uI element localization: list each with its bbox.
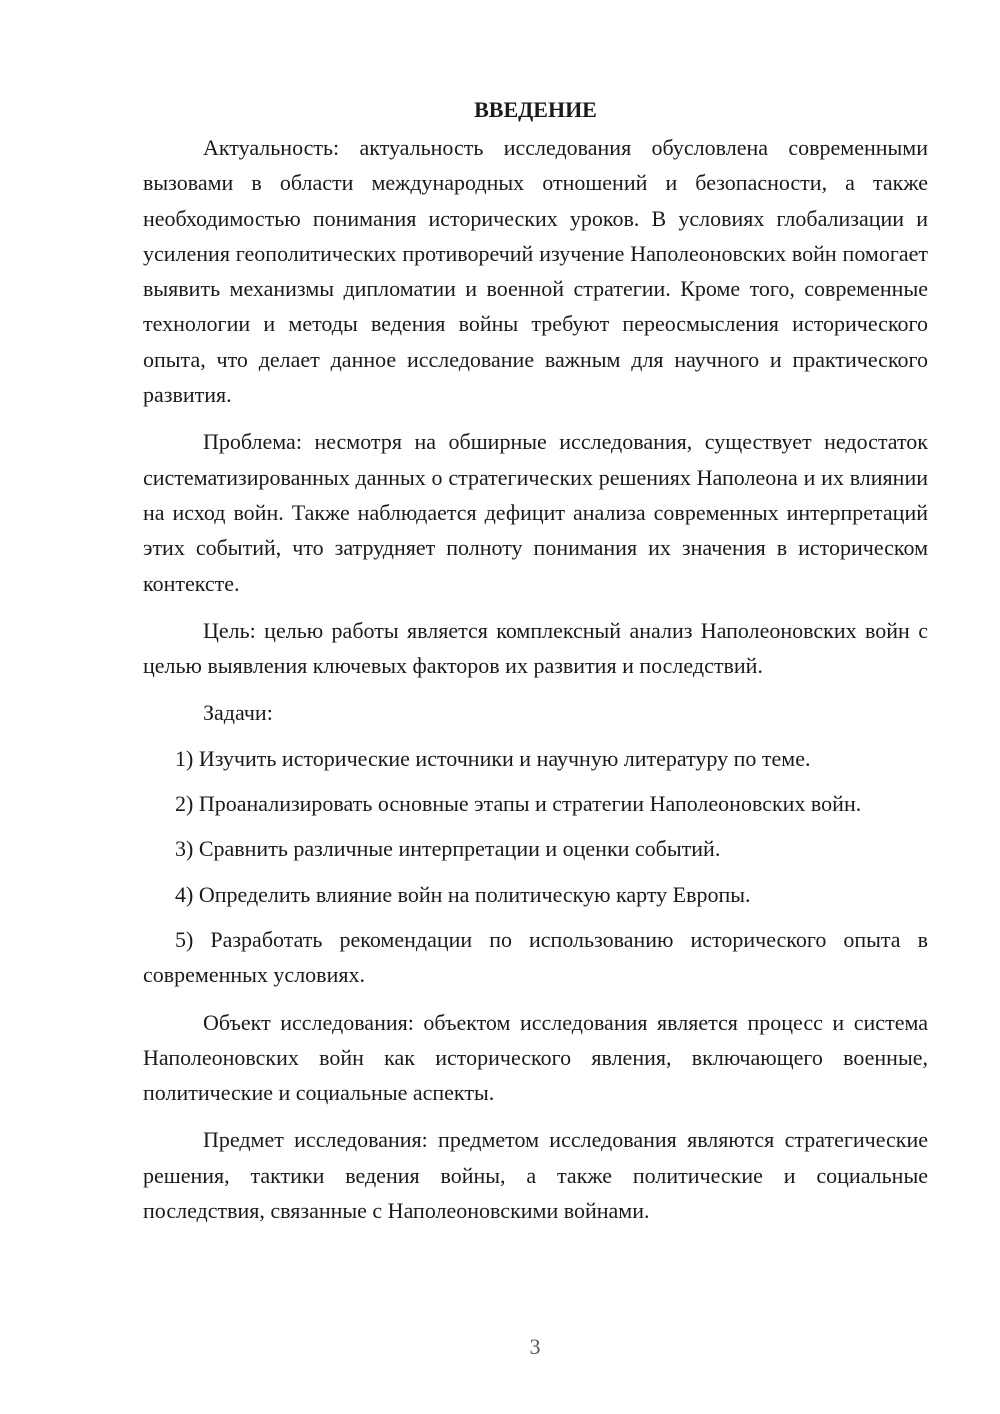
paragraph-goal: Цель: целью работы является комплексный анализ Наполеоновских войн с целью выявления ключевых факторов их развития и последствий. [143,617,928,679]
task-item: 5) Разработать рекомендации по использованию исторического опыта в современных условиях. [143,926,928,988]
task-item: 3) Сравнить различные интерпретации и оценки событий. [175,836,721,862]
paragraph-relevance: Актуальность: актуальность исследования обусловлена современными вызовами в области международных отношений и безопасности, а также необходимостью понимания исторических уроков. В условиях глобализации и усиления геополитических противоречий изучение Наполеоновских войн помогает выявить механизмы дипломатии и военной стратегии. Кроме того, современные технологии и методы ведения войны требуют переосмысления исторического опыта, что делает данное исследование важным для научного и практического развития. [143,135,928,408]
task-item: 2) Проанализировать основные этапы и стратегии Наполеоновских войн. [175,791,862,817]
paragraph-tasks-label: Задачи: [203,700,273,726]
paragraph-subject: Предмет исследования: предметом исследования являются стратегические решения, тактики ведения войны, а также политические и социальные последствия, связанные с Наполеоновскими войнами. [143,1127,928,1224]
page-number: 3 [529,1334,541,1359]
section-heading: ВВЕДЕНИЕ [474,97,597,122]
task-item: 1) Изучить исторические источники и научную литературу по теме. [175,745,811,771]
task-item: 4) Определить влияние войн на политическую карту Европы. [175,881,751,907]
paragraph-object: Объект исследования: объектом исследования является процесс и система Наполеоновских войн как исторического явления, включающего военные, политические и социальные аспекты. [143,1009,928,1106]
paragraph-problem: Проблема: несмотря на обширные исследования, существует недостаток систематизированных данных о стратегических решениях Наполеона и их влиянии на исход войн. Также наблюдается дефицит анализа современных интерпретаций этих событий, что затрудняет полноту понимания их значения в историческом контексте. [143,429,928,596]
page-content [143,94,928,1228]
